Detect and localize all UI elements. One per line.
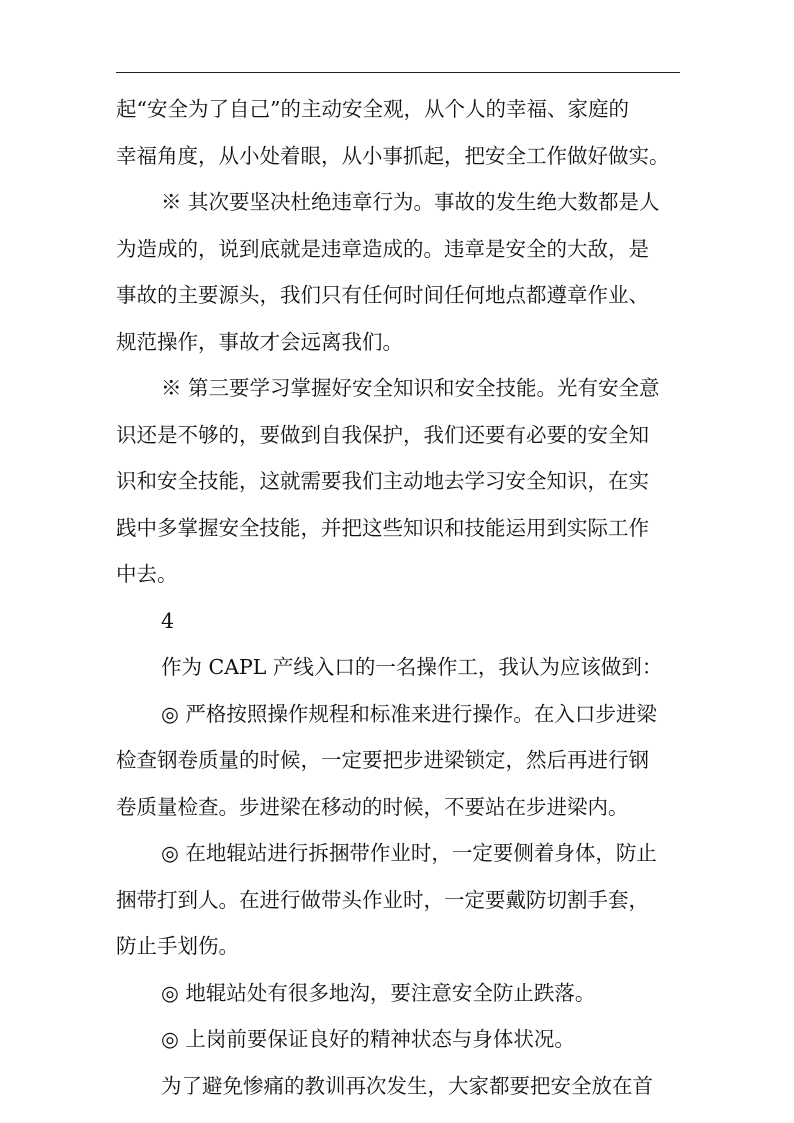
text-line: 起“安全为了自己”的主动安全观，从个人的幸福、家庭的 [116, 97, 629, 121]
body-text [116, 86, 682, 1109]
header-rule [116, 72, 680, 73]
text-line: 践中多掌握安全技能，并把这些知识和技能运用到实际工作 [116, 515, 649, 540]
text-line: 捆带打到人。在进行做带头作业时，一定要戴防切割手套， [116, 887, 649, 912]
text-line: 识和安全技能，这就需要我们主动地去学习安全知识，在实 [116, 469, 649, 493]
text-line: ※ 其次要坚决杜绝违章行为。事故的发生绝大数都是人 [161, 190, 660, 214]
text-line: 检查钢卷质量的时候，一定要把步进梁锁定，然后再进行钢 [116, 748, 649, 772]
text-line: 中去。 [116, 562, 178, 586]
text-line: 作为 CAPL 产线入口的一名操作工，我认为应该做到： [161, 655, 663, 679]
text-line: 幸福角度，从小处着眼，从小事抓起，把安全工作做好做实。 [116, 143, 670, 168]
text-line: 卷质量检查。步进梁在移动的时候，不要站在步进梁内。 [116, 794, 629, 819]
text-line: ◎ 上岗前要保证良好的精神状态与身体状况。 [161, 1027, 575, 1051]
text-line: ※ 第三要学习掌握好安全知识和安全技能。光有安全意 [161, 376, 660, 400]
text-line: 为了避免惨痛的教训再次发生，大家都要把安全放在首 [161, 1073, 653, 1098]
text-line: 规范操作，事故才会远离我们。 [116, 329, 403, 354]
text-line: 防止手划伤。 [116, 934, 239, 958]
text-line: ◎ 严格按照操作规程和标准来进行操作。在入口步进梁 [161, 701, 657, 726]
text-line: 识还是不够的，要做到自我保护，我们还要有必要的安全知 [116, 422, 649, 447]
text-line: ◎ 在地辊站进行拆捆带作业时，一定要侧着身体，防止 [161, 841, 657, 865]
text-line: 为造成的，说到底就是违章造成的。违章是安全的大敌，是 [116, 236, 649, 261]
text-line: 事故的主要源头，我们只有任何时间任何地点都遵章作业、 [116, 283, 649, 307]
text-line: ◎ 地辊站处有很多地沟，要注意安全防止跌落。 [161, 980, 596, 1005]
section-number: 4 [161, 608, 175, 633]
